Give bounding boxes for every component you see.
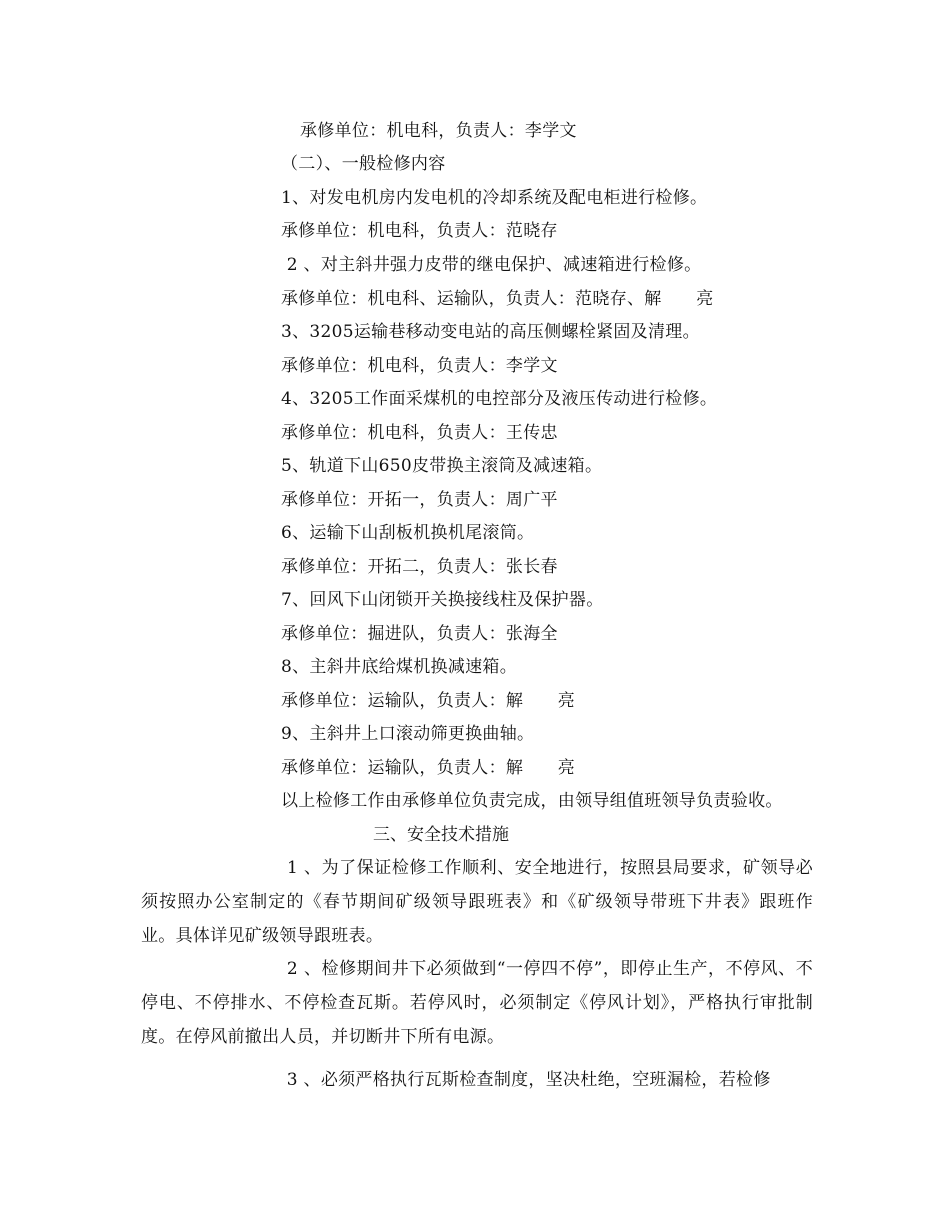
text-line: 承修单位：机电科，负责人：李学文 [300,121,577,141]
text-line: 承修单位：开拓二，负责人：张长春 [281,557,558,577]
text-line: 承修单位：开拓一，负责人：周广平 [281,490,558,510]
text-line: 承修单位：运输队，负责人：解 亮 [281,691,576,711]
text-line: 2 、对主斜井强力皮带的继电保护、减速箱进行检修。 [281,255,702,275]
text-line: 承修单位：运输队，负责人：解 亮 [281,758,576,778]
text-line: 3、3205运输巷移动变电站的高压侧螺栓紧固及清理。 [281,322,700,342]
paragraph-text: 2 、检修期间井下必须做到“一停四不停”，即停止生产，不停风、不停电、不停排水、不停检查瓦斯。若停风时，必须制定《停风计划》，严格执行审批制度。在停风前撤出人员，并切断井下所有电源。 [141,959,813,1047]
text-line: 承修单位：机电科、运输队，负责人：范晓存、解 亮 [281,289,714,309]
text-line: 承修单位：机电科，负责人：王传忠 [281,423,558,443]
text-line: 8、主斜井底给煤机换减速箱。 [281,657,518,677]
paragraph [141,851,813,953]
text-line: 承修单位：机电科，负责人：范晓存 [281,221,558,241]
text-line: 承修单位：掘进队，负责人：张海全 [281,624,558,644]
subsection-heading: （二）、一般检修内容 [281,154,446,174]
text-line: 承修单位：机电科，负责人：李学文 [281,356,558,376]
text-line: 7、回风下山闭锁开关换接线柱及保护器。 [281,590,604,610]
text-line: 1、对发电机房内发电机的冷却系统及配电柜进行检修。 [281,188,708,208]
paragraph-text: 3 、必须严格执行瓦斯检查制度，坚决杜绝，空班漏检，若检修 [281,1070,771,1090]
text-line: 6、运输下山刮板机换机尾滚筒。 [281,523,535,543]
section-heading: 三、安全技术措施 [373,825,509,845]
paragraph-text: 1 、为了保证检修工作顺利、安全地进行，按照县局要求，矿领导必须按照办公室制定的《春节期间矿级领导跟班表》和《矿级领导带班下井表》跟班作业。具体详见矿级领导跟班表。 [141,858,813,946]
paragraph [141,952,813,1054]
text-line: 4、3205工作面采煤机的电控部分及液压传动进行检修。 [281,389,718,409]
text-line: 5、轨道下山650皮带换主滚筒及减速箱。 [281,456,603,476]
paragraph [141,1063,813,1097]
text-line: 9、主斜井上口滚动筛更换曲轴。 [281,724,535,744]
text-line: 以上检修工作由承修单位负责完成，由领导组值班领导负责验收。 [281,791,783,811]
